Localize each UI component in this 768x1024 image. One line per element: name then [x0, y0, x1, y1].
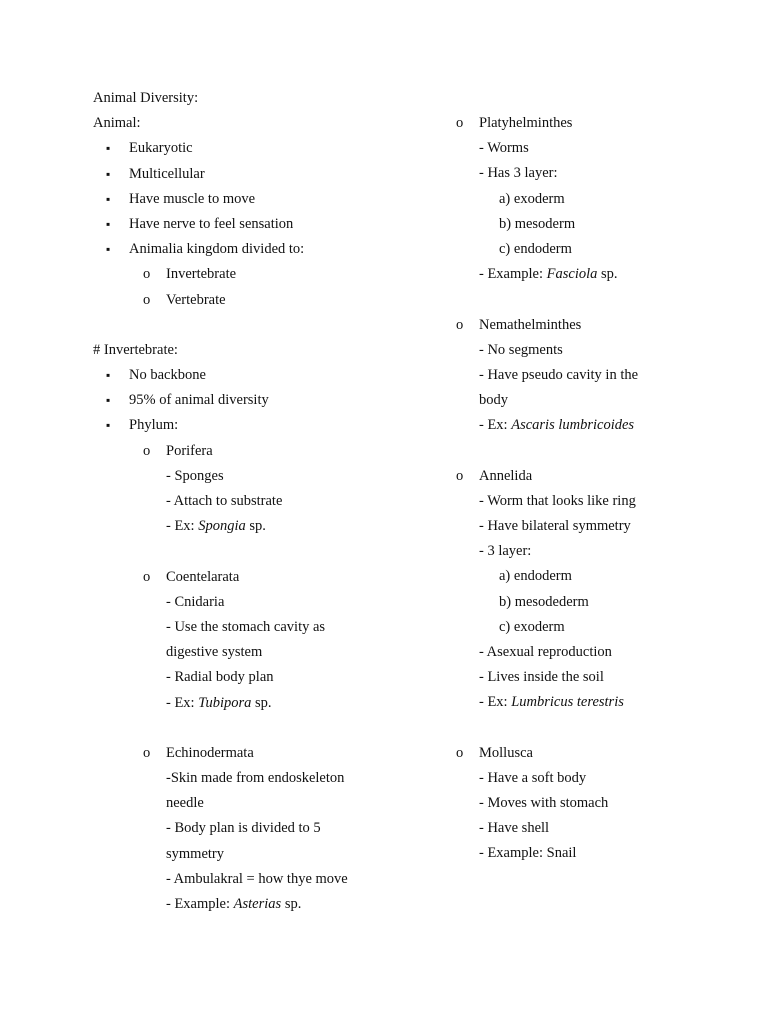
- list-item: ▪ 95% of animal diversity: [93, 388, 423, 413]
- phylum-echinodermata: o Echinodermata: [93, 741, 423, 766]
- detail-line: - Sponges: [166, 467, 224, 484]
- genus-name: Asterias: [233, 896, 282, 912]
- sub-item: a) exoderm: [499, 190, 565, 207]
- detail-line: - Moves with stomach: [479, 795, 609, 812]
- detail-line: - Asexual reproduction: [479, 643, 612, 660]
- genus-name: Spongia: [198, 518, 246, 535]
- detail-line: - Example: Snail: [479, 845, 577, 862]
- species-name: Ascaris lumbricoides: [511, 417, 635, 434]
- list-item: o Invertebrate: [93, 262, 423, 287]
- species-name: Lumbricus terestris: [511, 694, 624, 711]
- detail-line: - Body plan is divided to 5: [166, 820, 321, 837]
- example-line: - Example: Fasciola sp.: [479, 266, 618, 283]
- list-item: ▪ No backbone: [93, 363, 423, 388]
- list-item: o Vertebrate: [93, 288, 423, 313]
- detail-line: - Have pseudo cavity in the: [479, 366, 639, 383]
- list-item: ▪ Multicellular: [93, 162, 423, 187]
- detail-line: - Worms: [479, 140, 529, 157]
- animal-heading: Animal:: [93, 115, 141, 132]
- detail-line: body: [479, 392, 508, 409]
- sub-item: c) endoderm: [499, 240, 572, 257]
- detail-line: - 3 layer:: [479, 543, 532, 560]
- sub-item: c) exoderm: [499, 618, 565, 635]
- list-item: ▪ Have muscle to move: [93, 187, 423, 212]
- list-item: ▪ Phylum:: [93, 413, 423, 438]
- detail-line: digestive system: [166, 644, 263, 661]
- document-title: Animal Diversity:: [93, 90, 199, 106]
- detail-line: - Ambulakral = how thye move: [166, 870, 348, 887]
- sub-item: b) mesoderm: [499, 215, 576, 232]
- detail-line: - Lives inside the soil: [479, 669, 604, 686]
- phylum-mollusca: o Mollusca: [456, 741, 686, 766]
- detail-line: -Skin made from endoskeleton: [166, 770, 345, 787]
- detail-line: - Have a soft body: [479, 769, 587, 786]
- list-item: ▪ Animalia kingdom divided to:: [93, 237, 423, 262]
- detail-line: - Use the stomach cavity as: [166, 618, 326, 635]
- sub-item: a) endoderm: [499, 568, 572, 585]
- detail-line: symmetry: [166, 845, 224, 862]
- sub-item: b) mesodederm: [499, 593, 589, 610]
- phylum-platyhelminthes: o Platyhelminthes: [456, 111, 686, 136]
- detail-line: - Radial body plan: [166, 669, 274, 686]
- phylum-annelida: o Annelida: [456, 464, 686, 489]
- detail-line: - No segments: [479, 341, 563, 358]
- detail-line: - Worm that looks like ring: [479, 492, 636, 509]
- example-line: - Ex: Tubipora sp.: [166, 694, 272, 711]
- phylum-coelenterata: o Coentelarata: [93, 565, 423, 590]
- detail-line: needle: [166, 795, 204, 812]
- genus-name: Fasciola: [546, 266, 598, 283]
- detail-line: - Have bilateral symmetry: [479, 518, 631, 534]
- example-line: - Ex: Spongia sp.: [166, 518, 266, 535]
- right-column: [456, 111, 686, 867]
- invertebrate-heading: # Invertebrate:: [93, 341, 178, 358]
- phylum-nemathelminthes: o Nemathelminthes: [456, 313, 686, 338]
- example-line: - Ex: Ascaris lumbricoides: [479, 417, 635, 434]
- genus-name: Tubipora: [198, 694, 252, 711]
- list-item: ▪ Have nerve to feel sensation: [93, 212, 423, 237]
- detail-line: - Have shell: [479, 820, 550, 837]
- detail-line: - Cnidaria: [166, 593, 225, 610]
- example-line: - Ex: Lumbricus terestris: [479, 694, 624, 711]
- example-line: - Example: Asterias sp.: [166, 896, 302, 912]
- list-item: ▪ Eukaryotic: [93, 136, 423, 161]
- detail-line: - Has 3 layer:: [479, 165, 558, 182]
- phylum-porifera: o Porifera: [93, 439, 423, 464]
- left-column: [93, 86, 423, 917]
- detail-line: - Attach to substrate: [166, 493, 283, 509]
